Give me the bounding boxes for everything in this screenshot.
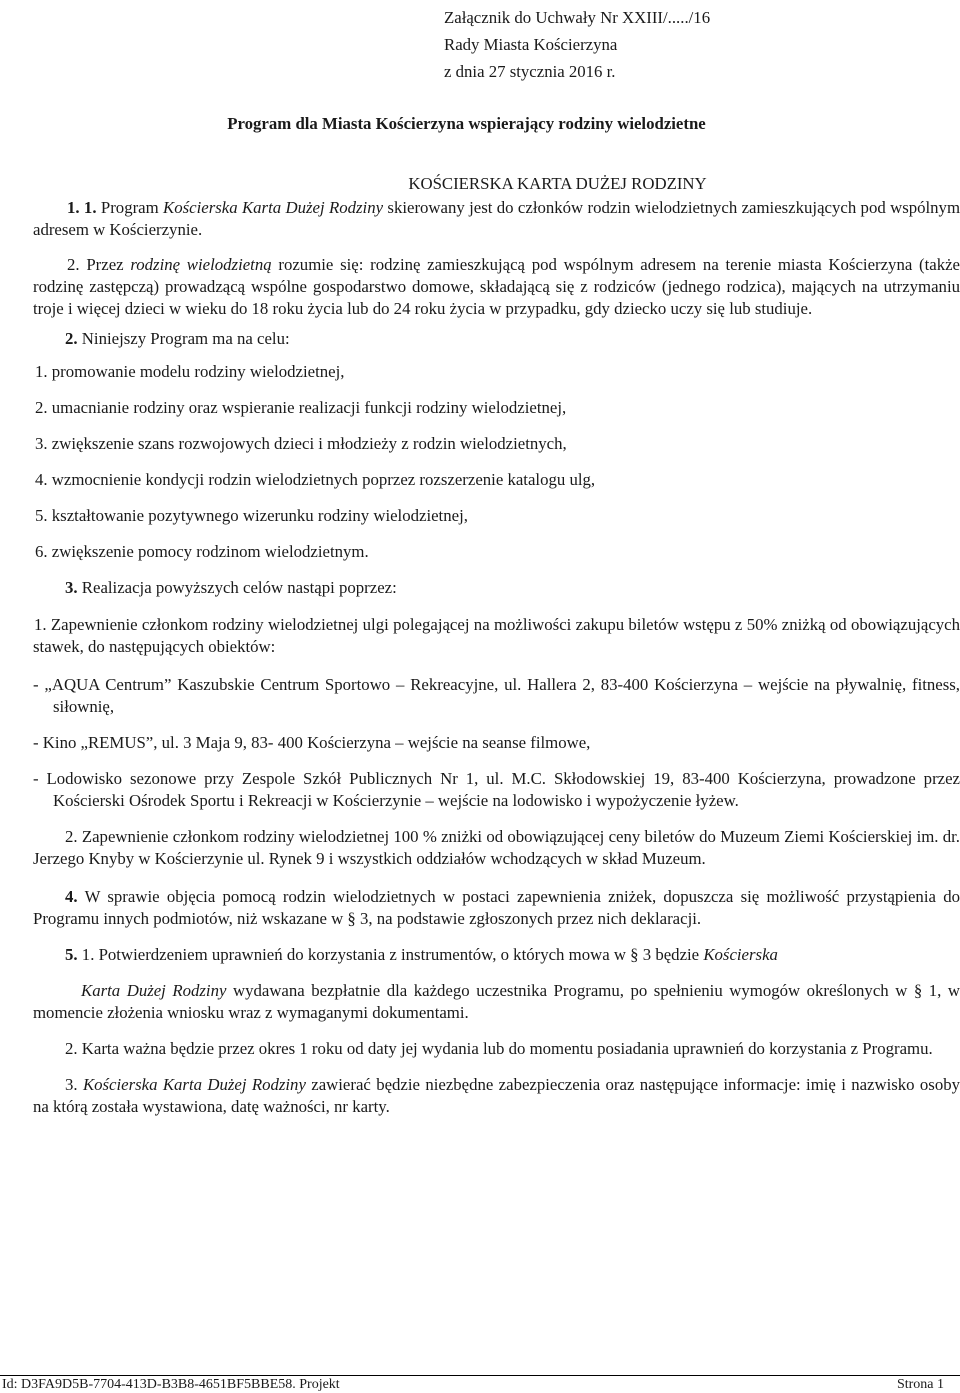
- goal-item: 5. kształtowanie pozytywnego wizerunku rodziny wielodzietnej,: [35, 506, 468, 525]
- section-3-heading: 3. Realizacja powyższych celów nastąpi poprzez:: [65, 578, 397, 597]
- footer-document-id: Id: D3FA9D5B-7704-413D-B3B8-4651BF5BBE58. Projekt: [2, 1377, 340, 1392]
- page-footer: [0, 1377, 960, 1393]
- attachment-header-line3: z dnia 27 stycznia 2016 r.: [444, 62, 616, 81]
- section-4-paragraph: 4. W sprawie objęcia pomocą rodzin wielodzietnych w postaci zapewnienia zniżek, dopuszcza się możliwość przystąpienia do Programu innych podmiotów, niż wskazane w § 3, na podstawie zgłoszonych przez nich deklaracji.: [33, 887, 960, 928]
- facility-item-ice-rink: - Lodowisko sezonowe przy Zespole Szkół Publicznych Nr 1, ul. M.C. Skłodowskiej 19, 83-400 Kościerzyna, prowadzone przez Kościerski Ośrodek Sportu i Rekreacji w Kościerzynie – wejście na lodowisko i wypożyczenie łyżew.: [33, 769, 960, 810]
- goal-item: 4. wzmocnienie kondycji rodzin wielodzietnych poprzez rozszerzenie katalogu ulg,: [35, 470, 596, 489]
- section-3-paragraph-2: 2. Zapewnienie członkom rodziny wielodzietnej 100 % zniżki od obowiązującej ceny biletów do Muzeum Ziemi Kościerskiej im. dr. Jerzego Knyby w Kościerzynie ul. Rynek 9 i wszystkich oddziałów wchodzących w skład Muzeum.: [33, 827, 960, 868]
- section-4-number: 4.: [65, 887, 78, 906]
- goal-item: 3. zwiększenie szans rozwojowych dzieci i młodzieży z rodzin wielodzietnych,: [35, 434, 567, 453]
- section-2-heading: 2. Niniejszy Program ma na celu:: [65, 329, 290, 348]
- attachment-header-line2: Rady Miasta Kościerzyna: [444, 35, 618, 54]
- section-5-paragraph-1-continued: Karta Dużej Rodziny wydawana bezpłatnie dla każdego uczestnika Programu, po spełnieniu wymogów określonych w § 1, w momencie złożenia wniosku wraz z wymaganymi dokumentami.: [33, 981, 960, 1022]
- goal-item: 2. umacnianie rodziny oraz wspieranie realizacji funkcji rodziny wielodzietnej,: [35, 398, 567, 417]
- program-title: Program dla Miasta Kościerzyna wspierający rodziny wielodzietne: [227, 114, 706, 133]
- section-3-number: 3.: [65, 578, 78, 597]
- section-5-paragraph-1: 5. 1. Potwierdzeniem uprawnień do korzystania z instrumentów, o których mowa w § 3 będzie Kościerska: [65, 945, 778, 964]
- document-body: [33, 0, 960, 1118]
- footer-page-number: Strona 1: [896, 1377, 944, 1392]
- section-5-number: 5.: [65, 945, 78, 964]
- program-name-italic: Kościerska Karta Dużej Rodziny: [163, 198, 384, 217]
- goal-item: 1. promowanie modelu rodziny wielodzietnej,: [35, 362, 345, 381]
- facility-item-cinema: - Kino „REMUS”, ul. 3 Maja 9, 83- 400 Kościerzyna – wejście na seanse filmowe,: [33, 733, 591, 752]
- attachment-header-line1: Załącznik do Uchwały Nr XXIII/...../16: [444, 8, 711, 27]
- section-1-paragraph-1: 1. 1. Program Kościerska Karta Dużej Rodziny skierowany jest do członków rodzin wielodzietnych zamieszkujących pod wspólnym adresem w Kościerzynie.: [33, 198, 960, 239]
- program-subtitle: KOŚCIERSKA KARTA DUŻEJ RODZINY: [408, 174, 707, 193]
- section-2-number: 2.: [65, 329, 78, 348]
- section-3-paragraph-1: 1. Zapewnienie członkom rodziny wielodzietnej ulgi polegającej na możliwości zakupu biletów wstępu z 50% zniżką od obowiązujących stawek, do następujących obiektów:: [33, 615, 960, 656]
- goal-item: 6. zwiększenie pomocy rodzinom wielodzietnym.: [35, 542, 369, 561]
- facility-item-aqua: - „AQUA Centrum” Kaszubskie Centrum Sportowo – Rekreacyjne, ul. Hallera 2, 83-400 Kościerzyna – wejście na pływalnię, fitness, siłownię,: [33, 675, 960, 716]
- section-1-number: 1. 1.: [67, 198, 97, 217]
- section-1-paragraph-2: 2. Przez rodzinę wielodzietną rozumie się: rodzinę zamieszkującą pod wspólnym adresem na terenie miasta Kościerzyna (także rodzinę zastępczą) prowadzącą wspólne gospodarstwo domowe, składającą się z rodziców (jednego rodzica), mających na utrzymaniu troje i więcej dzieci w wieku do 18 roku życia lub do 24 roku życia w przypadku, gdy dziecko uczy się lub studiuje.: [33, 255, 960, 318]
- footer-divider: [0, 1375, 960, 1376]
- large-family-term-italic: rodzinę wielodzietną: [130, 255, 272, 274]
- section-5-paragraph-3: 3. Kościerska Karta Dużej Rodziny zawierać będzie niezbędne zabezpieczenia oraz następujące informacje: imię i nazwisko osoby na którą została wystawiona, datę ważności, nr karty.: [33, 1075, 960, 1116]
- section-5-paragraph-2: 2. Karta ważna będzie przez okres 1 roku od daty jej wydania lub do momentu posiadania uprawnień do korzystania z Programu.: [65, 1039, 933, 1058]
